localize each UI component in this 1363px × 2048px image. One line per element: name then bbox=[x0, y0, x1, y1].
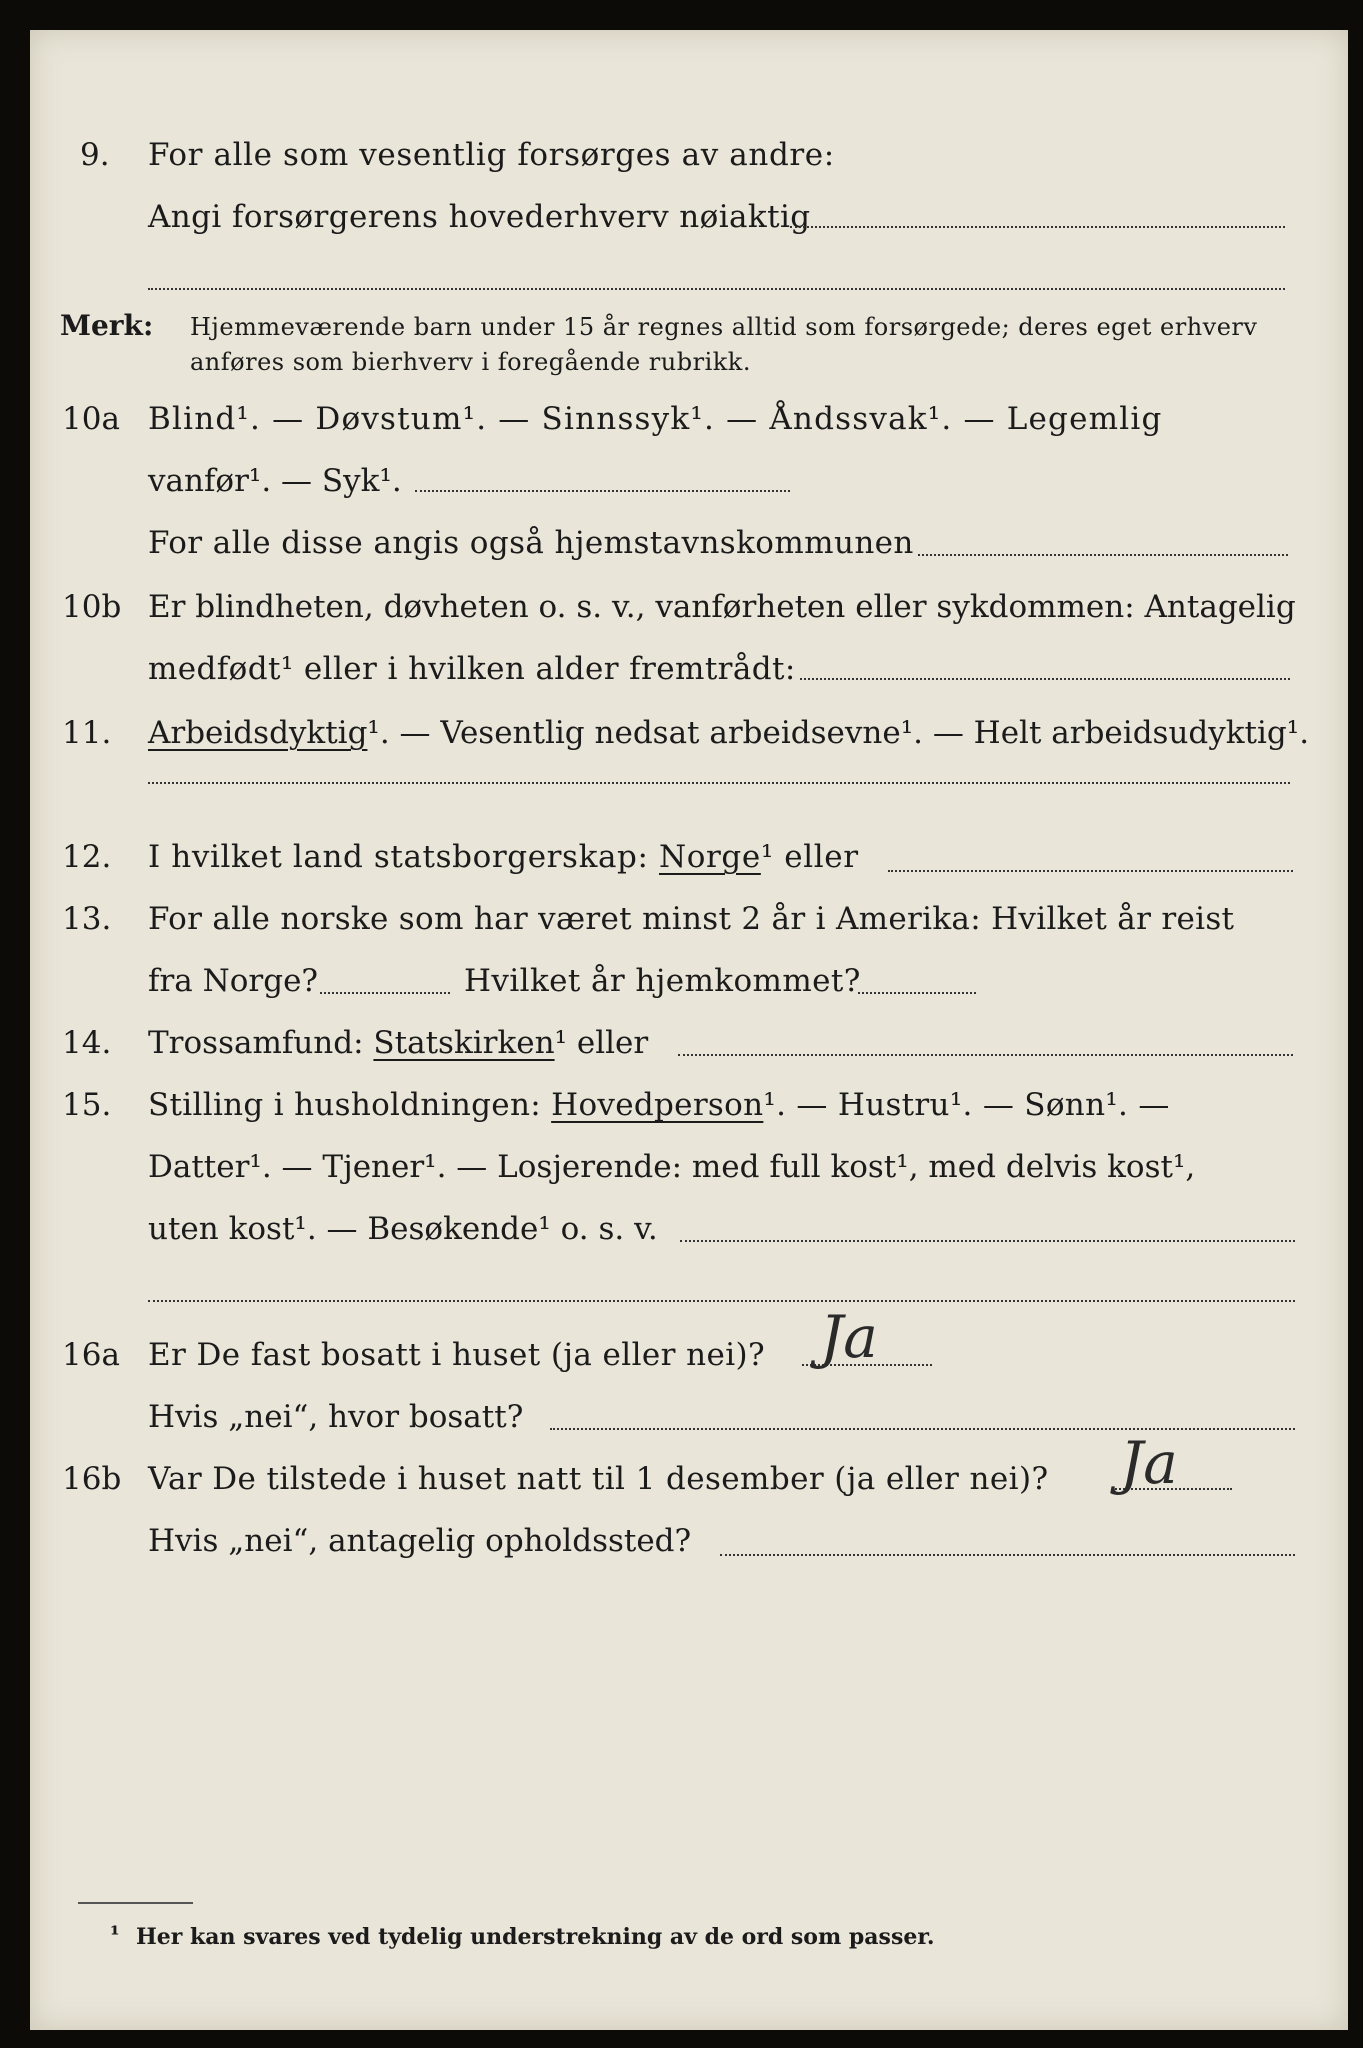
q10b-answer-line[interactable] bbox=[800, 678, 1290, 680]
q13-part-b: Hvilket år hjemkommet? bbox=[464, 963, 861, 999]
q13-hjemkommet-answer-line[interactable] bbox=[858, 992, 976, 994]
q10b-line2: medfødt¹ eller i hvilken alder fremtrådt: bbox=[148, 651, 796, 687]
q10a-line2: vanfør¹. — Syk¹. bbox=[148, 463, 402, 499]
q16a-bosatt-answer-line[interactable] bbox=[550, 1428, 1295, 1430]
q15-line1 bbox=[148, 1087, 1170, 1123]
q9-number: 9. bbox=[80, 137, 110, 173]
q15-line2: Datter¹. — Tjener¹. — Losjerende: med full kost¹, med delvis kost¹, bbox=[148, 1149, 1196, 1185]
q13-part-a: fra Norge? bbox=[148, 963, 319, 999]
q11-number: 11. bbox=[62, 715, 112, 751]
q10a-hjemstavn-answer-line[interactable] bbox=[918, 554, 1288, 556]
q13-reist-answer-line[interactable] bbox=[320, 992, 450, 994]
q10b-line1: Er blindheten, døvheten o. s. v., vanførheten eller sykdommen: Antagelig bbox=[148, 589, 1296, 625]
q14-number: 14. bbox=[62, 1025, 112, 1061]
q15-number: 15. bbox=[62, 1087, 112, 1123]
q14-answer-line[interactable] bbox=[678, 1054, 1293, 1056]
q14-prefix: Trossamfund: bbox=[148, 1025, 364, 1061]
q11-answer-line[interactable] bbox=[148, 782, 1290, 784]
footnote-mark: ¹ bbox=[110, 1922, 120, 1948]
q10a-syk-answer-line[interactable] bbox=[415, 490, 790, 492]
q15-suffix: ¹. — Hustru¹. — Sønn¹. — bbox=[763, 1087, 1170, 1123]
q11-line bbox=[148, 715, 1310, 751]
q16a-line1: Er De fast bosatt i huset (ja eller nei)? bbox=[148, 1337, 766, 1373]
q15-line3: uten kost¹. — Besøkende¹ o. s. v. bbox=[148, 1211, 658, 1247]
q13-number: 13. bbox=[62, 901, 112, 937]
q15-hovedperson-underlined: Hovedperson bbox=[551, 1087, 764, 1123]
q11-arbeidsdyktig-underlined: Arbeidsdyktig bbox=[148, 715, 368, 751]
q16b-handwritten-answer: Ja bbox=[1120, 1429, 1178, 1497]
q15-answer-line-2[interactable] bbox=[148, 1300, 1295, 1302]
q16a-line2: Hvis „nei“, hvor bosatt? bbox=[148, 1399, 524, 1435]
q11-rest: ¹. — Vesentlig nedsat arbeidsevne¹. — Helt arbeidsudyktig¹. bbox=[367, 715, 1310, 751]
q12-norge-underlined: Norge bbox=[659, 839, 761, 875]
q12-prefix: I hvilket land statsborgerskap: bbox=[148, 839, 649, 875]
merk-line1: Hjemmeværende barn under 15 år regnes alltid som forsørgede; deres eget erhverv bbox=[190, 313, 1258, 341]
q12-line bbox=[148, 839, 859, 875]
q12-suffix: ¹ eller bbox=[760, 839, 859, 875]
q10a-line1: Blind¹. — Døvstum¹. — Sinnssyk¹. — Åndssvak¹. — Legemlig bbox=[148, 401, 1163, 437]
q16b-number: 16b bbox=[62, 1461, 122, 1497]
q10b-number: 10b bbox=[62, 589, 122, 625]
q16b-line2: Hvis „nei“, antagelig opholdssted? bbox=[148, 1523, 692, 1559]
merk-label: Merk: bbox=[60, 309, 154, 342]
q10a-line3: For alle disse angis også hjemstavnskommunen bbox=[148, 525, 914, 561]
q10a-number: 10a bbox=[62, 401, 120, 437]
q15-answer-line[interactable] bbox=[680, 1240, 1295, 1242]
q14-suffix: ¹ eller bbox=[554, 1025, 649, 1061]
q9-line2: Angi forsørgerens hovederhverv nøiaktig bbox=[148, 199, 811, 235]
q15-prefix: Stilling i husholdningen: bbox=[148, 1087, 541, 1123]
census-form-page bbox=[30, 30, 1348, 2030]
footnote-rule bbox=[78, 1902, 193, 1904]
footnote-text: Her kan svares ved tydelig understrekning av de ord som passer. bbox=[136, 1924, 935, 1950]
q9-answer-line-2[interactable] bbox=[148, 288, 1285, 290]
q13-line1: For alle norske som har været minst 2 år i Amerika: Hvilket år reist bbox=[148, 901, 1235, 937]
q14-line bbox=[148, 1025, 649, 1061]
q12-number: 12. bbox=[62, 839, 112, 875]
q16a-handwritten-answer: Ja bbox=[820, 1303, 878, 1371]
q9-line1: For alle som vesentlig forsørges av andre: bbox=[148, 137, 835, 173]
q14-statskirken-underlined: Statskirken bbox=[373, 1025, 555, 1061]
q12-answer-line[interactable] bbox=[888, 870, 1293, 872]
merk-line2: anføres som bierhverv i foregående rubrikk. bbox=[190, 348, 751, 376]
q16b-line1: Var De tilstede i huset natt til 1 desember (ja eller nei)? bbox=[148, 1461, 1049, 1497]
q9-answer-line[interactable] bbox=[790, 226, 1285, 228]
q16a-number: 16a bbox=[62, 1337, 120, 1373]
q16b-opholdssted-answer-line[interactable] bbox=[720, 1554, 1295, 1556]
